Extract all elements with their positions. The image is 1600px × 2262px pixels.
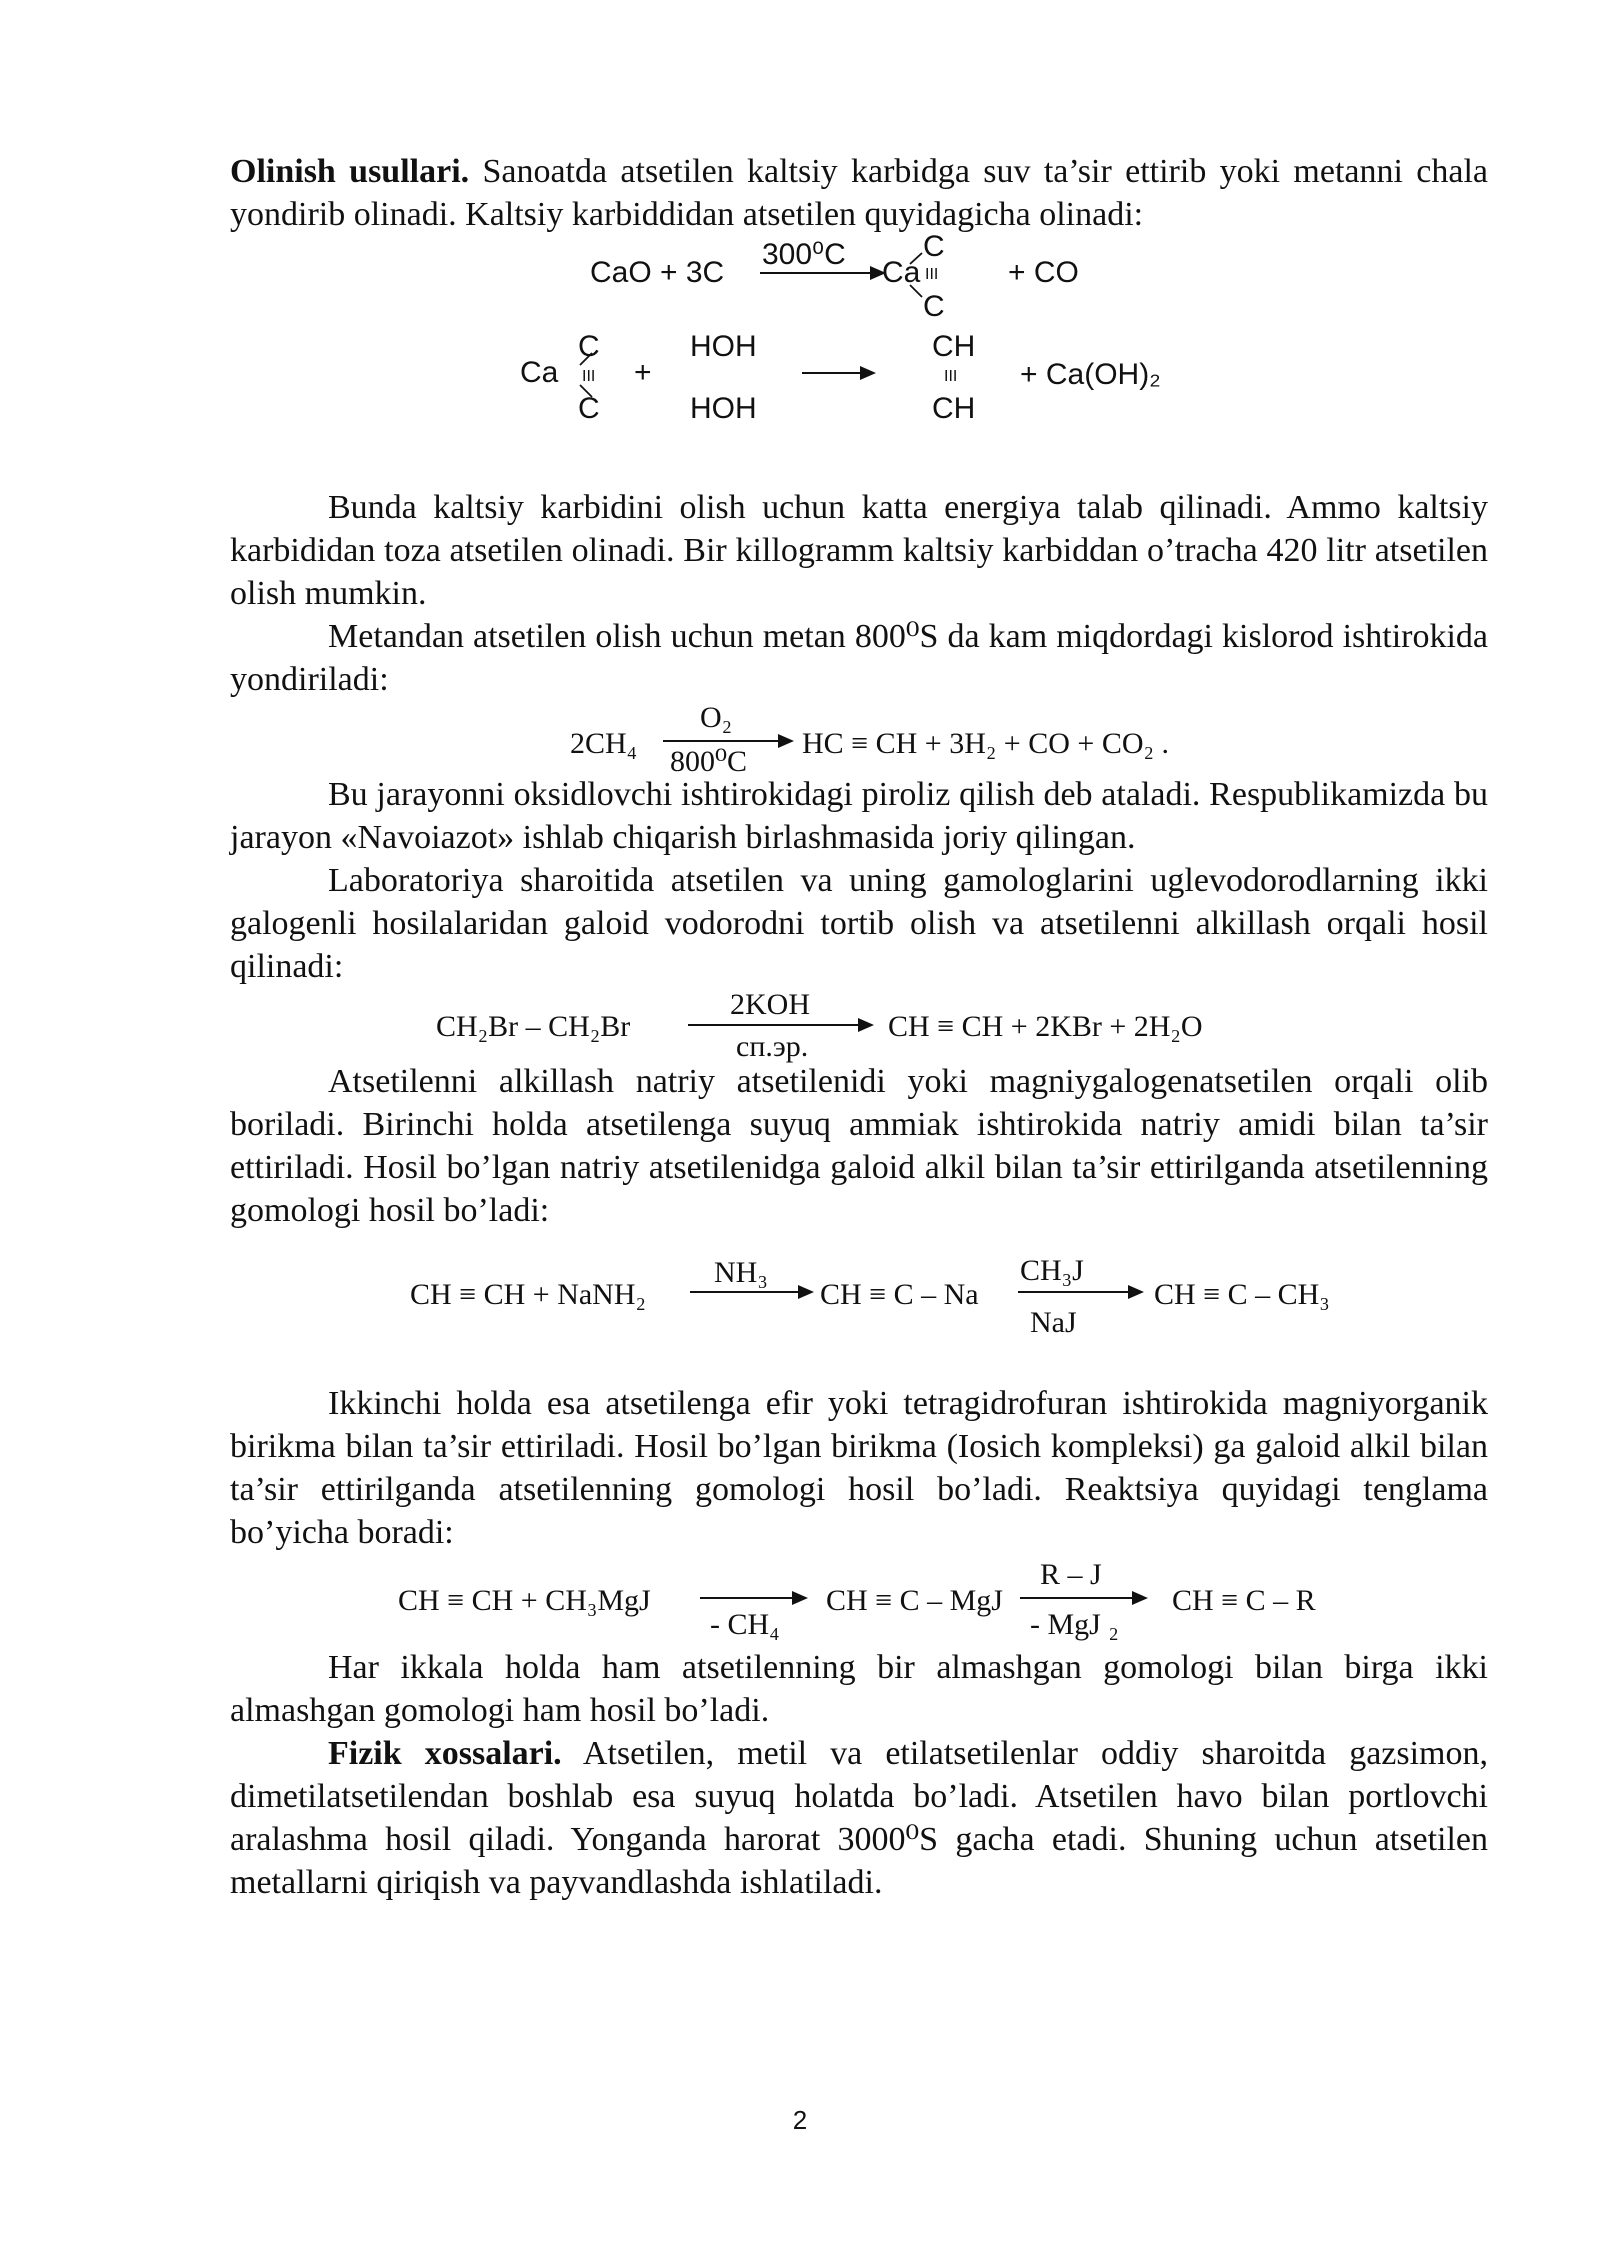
eq4-condition-below: сп.эр. xyxy=(736,1030,809,1063)
eq1-calcium: Ca xyxy=(882,256,921,289)
paragraph-methane: Metandan atsetilen olish uchun metan 800⁰S da kam miqdordagi kislorod ishtirokida yondiriladi: xyxy=(230,618,1488,698)
eq1-reactants: CaO + 3C xyxy=(590,256,725,289)
eq1-product: + CO xyxy=(1008,256,1079,289)
paragraph-homologues: Har ikkala holda ham atsetilenning bir almashgan gomologi bilan birga ikki almashgan gomologi ham hosil bo’ladi. xyxy=(230,1649,1488,1729)
equation-sodium-acetylide xyxy=(230,1244,1488,1354)
eq4-condition-above: 2KOH xyxy=(730,988,810,1021)
eq2-ch-triple-bond: III xyxy=(944,368,958,385)
eq1-triple-bond: III xyxy=(925,266,939,283)
paragraph-energy: Bunda kaltsiy karbidini olish uchun katta energiya talab qilinadi. Ammo kaltsiy karbididan toza atsetilen olinadi. Bir killogramm kaltsiy karbiddan o’tracha 420 litr atsetilen olish mumkin. xyxy=(230,489,1488,612)
paragraph-physical-properties xyxy=(230,1732,1488,1904)
eq2-arrow xyxy=(230,326,1488,466)
page-number: 2 xyxy=(792,2105,808,2135)
eq2-triple-bond: III xyxy=(582,368,596,385)
section-heading-fizik: Fizik xossalari. xyxy=(328,1735,562,1772)
eq2-ch-bottom: CH xyxy=(932,392,976,425)
eq5-condition-below-2: NaJ xyxy=(1030,1306,1077,1339)
paragraph-pyrolysis: Bu jarayonni oksidlovchi ishtirokidagi piroliz qilish deb ataladi. Respublikamizda bu jarayon «Navoiazot» ishlab chiqarish birlashmasida joriy qilingan. xyxy=(230,776,1488,856)
eq6-reactant: CH ≡ CH + CH₃MgJ xyxy=(398,1584,651,1617)
paragraph-olinish xyxy=(230,150,1488,236)
paragraph-laboratory: Laboratoriya sharoitida atsetilen va uning gamologlarini uglevodorodlarning ikki galogenli hosilalaridan galoid vodorodni tortib olish va atsetilenni alkillash orqali hosil qilinadi: xyxy=(230,862,1488,985)
eq6-intermediate: CH ≡ C – MgJ xyxy=(826,1584,1003,1617)
paragraph-grignard: Ikkinchi holda esa atsetilenga efir yoki tetragidrofuran ishtirokida magniyorganik birikma bilan ta’sir ettiriladi. Hosil bo’lgan birikma (Iosich kompleksi) ga galoid alkil bilan ta’sir ettirilganda atsetilenning gomologi hosil bo’ladi. Reaktsiya quyidagi tenglama bo’yicha boradi: xyxy=(230,1385,1488,1551)
eq2-product: + Ca(OH)₂ xyxy=(1020,358,1161,391)
eq6-condition-below-2: - MgJ ₂ xyxy=(1030,1608,1119,1641)
equation-methane-pyrolysis xyxy=(230,701,1488,778)
eq2-water-bottom: HOH xyxy=(690,392,757,425)
eq4-arrow xyxy=(230,988,1488,1063)
paragraph-alkylation: Atsetilenni alkillash natriy atsetilenidi yoki magniygalogenatsetilen orqali olib boriladi. Birinchi holda atsetilenga suyuq ammiak ishtirokida natriy amidi bilan ta’sir ettiriladi. Hosil bo’lgan natriy atsetilenidga galoid alkil bilan ta’sir ettirilganda atsetilenning gomologi hosil bo’ladi: xyxy=(230,1063,1488,1229)
eq1-carbon-bottom: C xyxy=(923,290,945,323)
eq2-ch-top: CH xyxy=(932,330,976,363)
eq5-condition-above-1: NH₃ xyxy=(714,1256,768,1289)
paragraph-text: Atsetilen, metil va etilatsetilenlar oddiy sharoitda gazsimon, dimetilatsetilendan boshlab esa suyuq holatda bo’ladi. Atsetilen havo bilan portlovchi aralashma hosil qiladi. Yonganda harorat 3000⁰S gacha etadi. Shuning uchun atsetilen metallarni qiriqish va payvandlashda ishlatiladi. xyxy=(230,1735,1488,1901)
eq5-condition-above-2: CH₃J xyxy=(1020,1254,1084,1287)
eq2-carbon-top: C xyxy=(578,330,600,363)
equation-calcium-carbide-synthesis xyxy=(230,230,1488,323)
paragraph-text: Sanoatda atsetilen kaltsiy karbidga suv ta’sir ettirib yoki metanni chala yondirib olinadi. Kaltsiy karbiddidan atsetilen quyidagicha olinadi: xyxy=(230,153,1488,233)
eq1-arrow xyxy=(230,236,1488,316)
document-page xyxy=(230,150,1488,1904)
eq4-products: CH ≡ CH + 2KBr + 2H₂O xyxy=(888,1010,1203,1043)
eq1-condition: 300⁰C xyxy=(762,238,846,271)
eq6-condition-below-1: - CH₄ xyxy=(710,1608,780,1641)
eq6-condition-above-2: R – J xyxy=(1040,1558,1102,1591)
equation-dehydrohalogenation xyxy=(230,988,1488,1063)
eq3-condition-below: 800⁰C xyxy=(670,745,748,778)
eq5-reactant: CH ≡ CH + NaNH₂ xyxy=(410,1278,646,1311)
equation-carbide-hydrolysis xyxy=(230,326,1488,466)
eq1-carbon-top: C xyxy=(923,230,945,263)
eq5-product: CH ≡ C – CH₃ xyxy=(1154,1278,1330,1311)
section-heading-olinish: Olinish usullari. xyxy=(230,153,470,190)
eq4-reactant: CH₂Br – CH₂Br xyxy=(436,1010,631,1043)
eq2-carbon-bottom: C xyxy=(578,392,600,425)
eq6-product: CH ≡ C – R xyxy=(1172,1584,1316,1617)
eq3-products: HC ≡ CH + 3H₂ + CO + CO₂ . xyxy=(802,727,1169,760)
eq2-water-top: HOH xyxy=(690,330,757,363)
eq2-plus: + xyxy=(634,356,652,389)
eq5-intermediate: CH ≡ C – Na xyxy=(820,1278,979,1311)
equation-grignard-reaction xyxy=(230,1560,1488,1646)
eq3-reactant: 2CH₄ xyxy=(570,727,638,760)
eq2-calcium: Ca xyxy=(520,356,559,389)
eq3-condition-above: O₂ xyxy=(700,701,733,734)
